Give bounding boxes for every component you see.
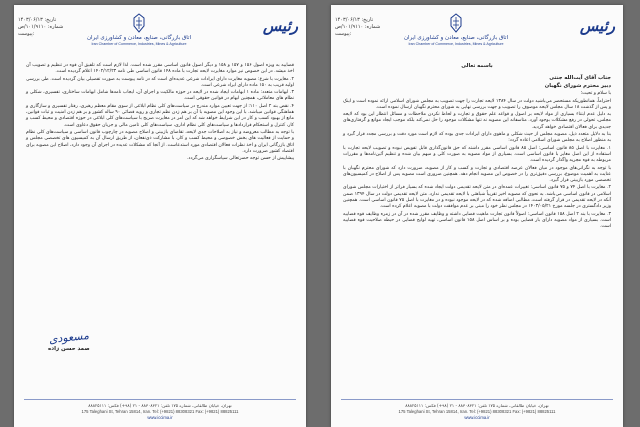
letter-footer (24, 399, 296, 421)
paragraph: با توجه به مطالب معروضه و نیاز به اصلاحات جدی لایحه، تقاضای بازبینی و اصلاح مصوبه در چارچوب قانون اساسی و سیاست‌های کلی نظام و حمایت از فعالیت های بخش خصوصی و محیط کسب و کار، با مشارکت ذی‌نفعان، از طریق ارسال آن به کمیسیون های تخصصی مجلس و اتاق بازرگانی ایران و اخذ نظرات فعالان اقتصادی مورد استدعاست. از آنجا که مشکلات عدیده در اجرای آن وجود دارد، اصلاح این مصوبه برای اقتصاد کشور ضرورت دارد. (26, 129, 294, 154)
paragraph: بنا به دلایل متعدد ذیل، مصوبه مجلس از حیث شکلی و ماهوی دارای ایرادات جدی بوده که لازم است مورد دقت و بررسی مجدد قرار گیرد و به منظور اصلاح به مجلس شورای اسلامی اعاده گردد: (343, 132, 611, 144)
date-label: تاریخ (363, 17, 374, 23)
footer-address-fa: تهران، خیابان طالقانی، شماره ۱۷۵ تلفن: ۸۸۳۰۸۳۲۱ - ۲۱ (۹۸+) فکس: ۸۸۸۲۵۱۱۱ (405, 403, 549, 408)
paragraph: ۴. نقض بند ۲ اصل ۱۱۰: از جهت تعیین موارد مندرج در سیاست‌های کلی نظام ابلاغی از سوی مقام معظم رهبری، رفتار تفسیری و سازگاری و هماهنگی قوانین میباشد. با این وجود این مصوبه با آن بر هم زدن نظم تجاری و رویه قضائی ۹۰ ساله کشور و بر هم زدن امنیت و ثبات قوانین، مانع از بهبود کسب و کار در این شرایط خواهد شد که این امر در مغایرت صریح با سیاست‌های کلی ابلاغی در حوزه اقتصادی و محیط کسب و کار، کنترل و استحکام قراردادها و سیاست‌های کلی نظام اداری، سیاست‌های کلی تامین مالی و جریان حقوق دعاوی است. (26, 103, 294, 128)
date-value: ۱۴۰۳/۰۶/۱۳ (18, 17, 43, 23)
chamber-logo-icon (132, 13, 146, 33)
paragraph: پیشاپیش از حسن توجه حضرتعالی سپاسگزاری می‌گردد. (186, 156, 294, 162)
number-value: ۱۰۱/۹۱۱۰/ص (18, 24, 47, 30)
chamber-logo-icon (449, 13, 463, 33)
letter-meta: تاریخ: ۱۴۰۳/۰۶/۱۳ شماره: ۱۰۱/۹۱۱۰/ص پیوست: (18, 17, 64, 37)
signer-name: صمد حسن زاده (48, 346, 90, 352)
handwritten-signature: مسعودی (48, 328, 90, 347)
org-name-en: Iran Chamber of Commerce, Industries, Mines & Agriculture (408, 42, 504, 46)
footer-address-fa: تهران، خیابان طالقانی، شماره ۱۷۵ تلفن: ۸۸۳۰۸۳۲۱ - ۲۱ (۹۸+) فکس: ۸۸۸۲۵۱۱۱ (88, 403, 232, 408)
date-label: تاریخ (46, 17, 57, 23)
footer-address-en: 175 Taleghani St, Tehran 15814, Iran. Tel: (+9821) 88308321 Fax: (+9821) 88825111 (81, 409, 239, 414)
signature-block (48, 328, 90, 352)
letterhead (14, 11, 306, 55)
org-name-fa: اتاق بازرگانی، صنایع، معادن و کشاورزی ایران (87, 35, 191, 41)
attachment-label: پیوست (18, 31, 33, 37)
paragraph: ۳. ابهامات متعدد: ماده ۱ ابهامات ایجاد شده در لایحه در حوزه مالکیت و اجرای آن، ایجاب نامه‌ها شامل ابهامات ساختاری، تفسیری، شکلی و نظام های معاملاتی، همچنین ابهام در قوانین حقوقی است. (26, 90, 294, 102)
paragraph: احتراماً، همانطوریکه مستحضر می‌باشید دولت در سال ۱۳۸۴ لایحه تجارت را جهت تصویب به مجلس شورای اسلامی ارائه نموده است و اینک و پس از گذشت ۱۸ سال مجلس لایحه موصوف را تصویب و جهت بررسی نهایی به شورای محترم نگهبان ارسال نموده است. (343, 98, 611, 110)
addressee-title: دبیر محترم شورای نگهبان (544, 83, 611, 90)
letter-page-2 (14, 5, 306, 427)
number-value: ۱۰۱/۹۱۱۰/ص (335, 24, 364, 30)
paragraph: با توجه به نگرانی‌های موجود در میان فعالان عرصه اقتصادی و تجارت و کسب و کار از مصوبه، ضرورت دارد که شورای محترم نگهبان با عنایت به اهمیت موضوع، بررسی دقیق‌تری را در خصوص این مصوبه انجام دهد. همچنین ضروری است مصوبه پس از اصلاح در کمیسیون‌های تخصصی مورد بازبینی قرار گیرد. (343, 165, 611, 184)
org-name-en: Iran Chamber of Commerce, Industries, Mines & Agriculture (91, 42, 187, 46)
president-mark: رئیس (262, 17, 298, 35)
org-name-fa: اتاق بازرگانی، صنایع، معادن و کشاورزی ایران (404, 35, 508, 41)
footer-website-link[interactable]: www.iccima.ir (147, 415, 173, 420)
letter-page-1 (331, 5, 623, 427)
letter-meta: تاریخ: ۱۴۰۳/۰۶/۱۳ شماره: ۱۰۱/۹۱۱۰/ص پیوست: (335, 17, 381, 37)
salutation: باسمه تعالی (461, 63, 493, 69)
paragraph: ۱. مغایرت با اصل ۸۵ قانون اساسی: اصل ۸۵ قانون اساسی مقرر داشته که حق قانون‌گذاری قابل تفویض نبوده و تصویب لایحه تجارت با استفاده از این اصل مغایر با قانون اساسی است. بسیاری از مواد مصوبه به صورت کلی و مبهم بیان شده و تنظیم آئین‌نامه‌ها و مقررات مربوطه به قوه مجریه واگذار گردیده است. (343, 145, 611, 164)
president-mark: رئیس (579, 17, 615, 35)
letter-footer (341, 399, 613, 421)
footer-website-link[interactable]: www.iccima.ir (464, 415, 490, 420)
number-label: شماره (366, 24, 381, 30)
number-label: شماره (49, 24, 64, 30)
addressee-name: جناب آقای آیت‌الله جنتی (549, 75, 611, 82)
letter-body (26, 63, 294, 163)
paragraph: قضاییه به ویژه اصول ۱۵۶ و ۱۵۷ و ۱۵۸ و دیگر اصول قانون اساسی مقرر شده است. لذا لازم است که تلفیق آن قوه در تنظیم و تصویب آن اخذ میشد. در این خصوص نیز موارد مغایرت لایحه تجارت با ماده ۱۴۸ قانون اساسی طی نامه ۱۴۰۲/۱۲/۲۳ اعلام گردیده است. (26, 63, 294, 75)
letter-body (343, 63, 611, 232)
greeting: با سلام و تحیت؛ (580, 91, 611, 97)
paragraph: ۲. مغایرت با شرع: مصوبه مغایرت دارای ایرادات شرعی عدیده‌ای است که در نامه پیوست به صورت تفصیلی بیان گردیده است. طی بررسی اولیه قریب به ۱۵۰ ماده دارای ایراد شرعی است. (26, 76, 294, 88)
attachment-label: پیوست (335, 31, 350, 37)
paragraph: ۳. مغایرت با بند ۲ اصل ۱۵۸ قانون اساسی: اصولاً قانون تجارت ماهیت قضایی داشته و وظایف مقرر شده در آن در زمره وظایف قوه قضاییه است. بسیاری از مواد مصوبه دارای بار قضایی بوده و بر اساس اصل ۱۵۸ قانون اساسی، تهیه لوایح قضایی در حیطه صلاحیت قوه قضاییه است. (343, 211, 611, 230)
paragraph: ۲. مغایرت با اصل ۷۴ و ۷۵ قانون اساسی: تغییرات عمده‌ای در متن لایحه تقدیمی دولت ایجاد شده که بسیار فراتر از اختیارات مجلس شورای اسلامی در قانون اساسی می‌باشد. به نحوی که مصوبه اخیر تقریباً شباهتی با لایحه تقدیمی ندارد. متن لایحه تقدیمی دولت در سال ۱۳۹۴ ضمن آنکه در لایحه تقدیمی در قرار گرفته است، مطالبی اضافه شده که در لایحه موجود نبوده و در مغایرت با اصل ۷۵ قانون اساسی است. همچنین وزیر دادگستری در جلسه مورخ ۱۴۰۳/۰۵/۲۱ در مجلس نظر خود را مبنی بر عدم موافقت دولت با مصوبه اعلام کرده است. (343, 185, 612, 210)
footer-address-en: 175 Taleghani St, Tehran 15814, Iran. Tel: (+9821) 88308321 Fax: (+9821) 88825111 (398, 409, 556, 414)
date-value: ۱۴۰۳/۰۶/۱۳ (335, 17, 360, 23)
paragraph: به دلیل عدم ابتناء بسیاری از مواد لایحه بر اصول و قواعد علم حقوق و تجارت و لحاظ نکردن ملاحظات و مسائل انتظار این بود که لایحه مجلس، تحولی در رفع مشکلات بوجود آورد. متاسفانه این مصوبه نه تنها مشکلات موجود را حل نمی‌کند بلکه موجب ایجاد موانع و گرفتاری‌های جدیدی برای فعالان اقتصادی خواهد گردید. (343, 112, 611, 130)
letterhead (331, 11, 623, 55)
